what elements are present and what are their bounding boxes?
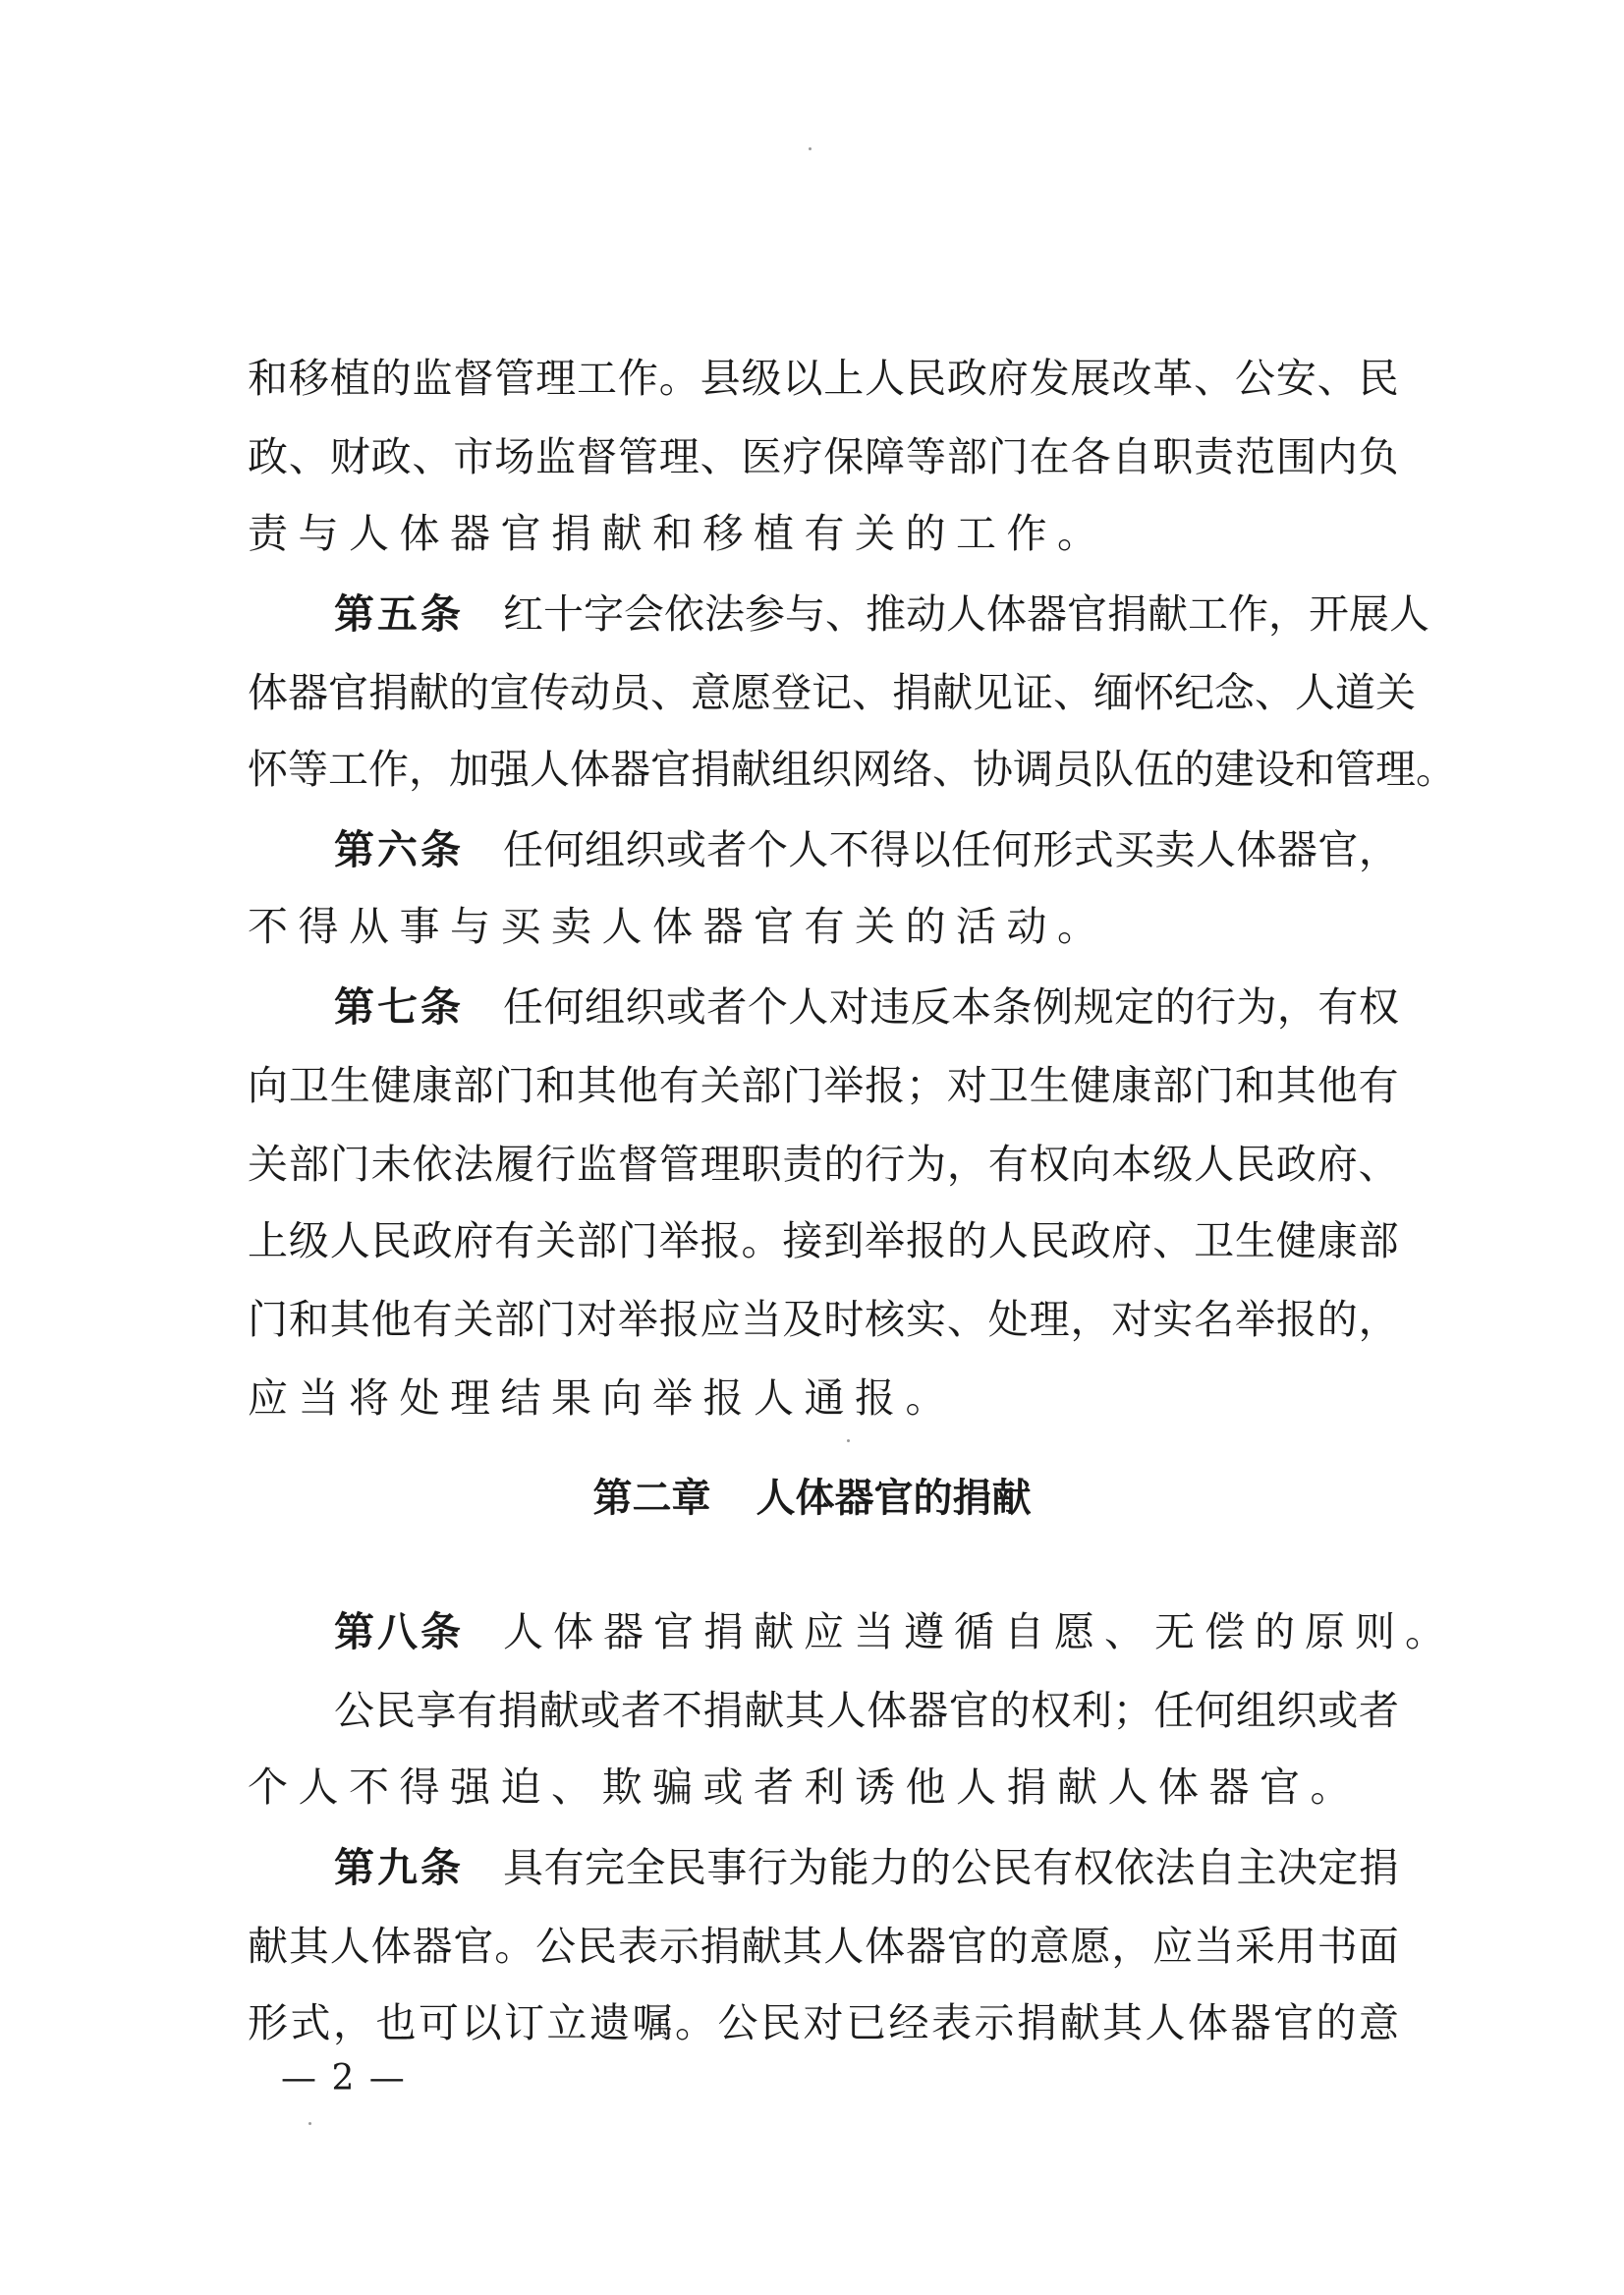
scan-speck (847, 1439, 850, 1442)
article-7-line (248, 1061, 1399, 1110)
page-number: — 2 — (281, 2058, 407, 2099)
article-7-line (248, 1373, 956, 1423)
article-5-line (248, 745, 1456, 794)
text-line (248, 509, 1108, 558)
line-text: 应当将处理结果向举报人通报。 (248, 1374, 956, 1422)
scan-speck (308, 2122, 311, 2125)
line-text: 责与人体器官捐献和移植有关的工作。 (248, 510, 1108, 557)
article-label: 第八条 (334, 1608, 464, 1655)
article-7-line (248, 1216, 1399, 1265)
line-text: 不得从事与买卖人体器官有关的活动。 (248, 903, 1108, 950)
article-label: 第五条 (334, 590, 464, 638)
chapter-title: 人体器官的捐献 (756, 1476, 1032, 1521)
line-text: 红 十 字 会 依 法 参 与 、 推 动 人 体 器 官 捐 献 工 作 ， 开 展 人 (503, 590, 1429, 638)
article-7-line (334, 982, 1399, 1032)
chapter-number: 第二章 (592, 1476, 711, 1521)
article-label: 第六条 (334, 826, 464, 873)
text-line (248, 432, 1399, 481)
article-6-line (248, 902, 1108, 951)
line-text: 怀 等 工 作 ， 加 强 人 体 器 官 捐 献 组 织 网 络 、 协 调 员 队 伍 的 建 设 和 管 理 。 (248, 746, 1456, 793)
line-text: 任 何 组 织 或 者 个 人 对 违 反 本 条 例 规 定 的 行 为 ， 有 权 (503, 983, 1399, 1031)
line-text: 关 部 门 未 依 法 履 行 监 督 管 理 职 责 的 行 为 ， 有 权 向 本 级 人 民 政 府 、 (248, 1141, 1399, 1188)
line-text: 个人不得强迫、欺骗或者利诱他人捐献人体器官。 (248, 1763, 1361, 1811)
article-9-line (248, 1998, 1399, 2047)
line-text: 和 移 植 的 监 督 管 理 工 作 。 县 级 以 上 人 民 政 府 发 展 改 革 、 公 安 、 民 (248, 355, 1399, 402)
scan-speck (809, 147, 812, 150)
article-5-line (248, 668, 1416, 717)
article-label: 第七条 (334, 983, 464, 1031)
article-8-line (334, 1686, 1399, 1735)
line-text: 形 式 ， 也 可 以 订 立 遗 嘱 。 公 民 对 已 经 表 示 捐 献 其 人 体 器 官 的 意 (248, 1999, 1399, 2046)
article-8-line (334, 1607, 1455, 1656)
line-text: 任 何 组 织 或 者 个 人 不 得 以 任 何 形 式 买 卖 人 体 器 官 ， (503, 826, 1399, 873)
text-line (248, 354, 1399, 403)
line-text: 公 民 享 有 捐 献 或 者 不 捐 献 其 人 体 器 官 的 权 利 ； 任 何 组 织 或 者 (334, 1687, 1399, 1734)
line-text: 献 其 人 体 器 官 。 公 民 表 示 捐 献 其 人 体 器 官 的 意 愿 ， 应 当 采 用 书 面 (248, 1923, 1399, 1970)
line-text: 人体器官捐献应当遵循自愿、无偿的原则。 (503, 1608, 1455, 1655)
article-7-line (248, 1295, 1399, 1344)
chapter-heading (0, 1474, 1624, 1523)
line-text: 体 器 官 捐 献 的 宣 传 动 员 、 意 愿 登 记 、 捐 献 见 证 、 缅 怀 纪 念 、 人 道 关 (248, 669, 1416, 716)
article-6-line (334, 825, 1399, 874)
line-text: 政 、 财 政 、 市 场 监 督 管 理 、 医 疗 保 障 等 部 门 在 各 自 职 责 范 围 内 负 (248, 433, 1399, 480)
article-5-line (334, 589, 1429, 639)
article-7-line (248, 1140, 1399, 1189)
line-text: 门 和 其 他 有 关 部 门 对 举 报 应 当 及 时 核 实 、 处 理 ， 对 实 名 举 报 的 ， (248, 1296, 1399, 1343)
line-text: 向 卫 生 健 康 部 门 和 其 他 有 关 部 门 举 报 ； 对 卫 生 健 康 部 门 和 其 他 有 (248, 1062, 1399, 1109)
line-text: 具 有 完 全 民 事 行 为 能 力 的 公 民 有 权 依 法 自 主 决 定 捐 (503, 1844, 1399, 1891)
article-9-line (248, 1922, 1399, 1971)
article-9-line (334, 1843, 1399, 1892)
article-8-line (248, 1763, 1361, 1812)
line-text: 上 级 人 民 政 府 有 关 部 门 举 报 。 接 到 举 报 的 人 民 政 府 、 卫 生 健 康 部 (248, 1217, 1399, 1264)
article-label: 第九条 (334, 1844, 464, 1891)
